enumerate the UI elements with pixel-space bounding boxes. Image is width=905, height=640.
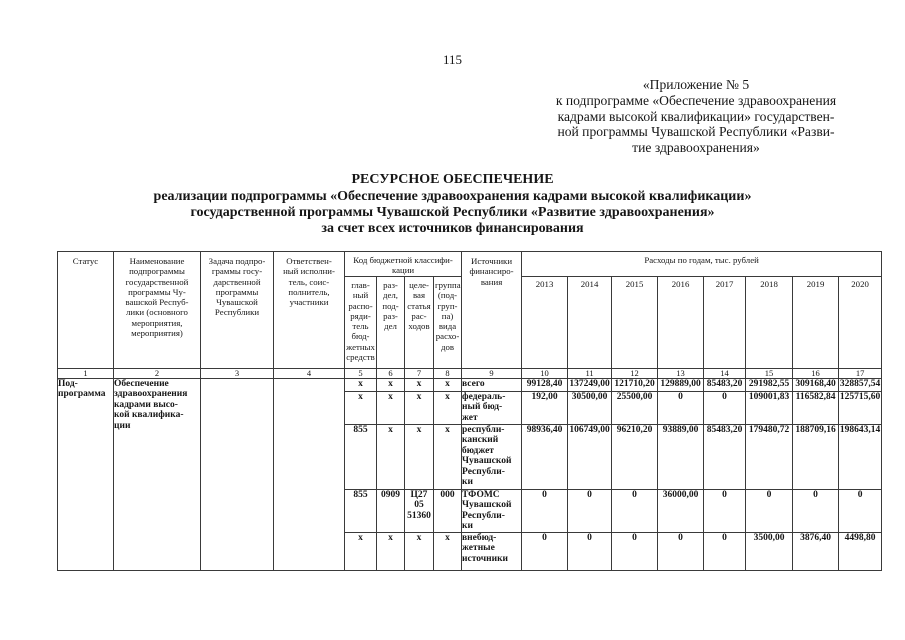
- header-responsible: Ответствен- ный исполни- тель, соис- полнитель, участники: [274, 252, 345, 369]
- page-number: 115: [442, 52, 463, 67]
- code-expense-group: х: [434, 425, 462, 490]
- task-cell: [201, 379, 274, 571]
- column-number: 6: [377, 369, 405, 379]
- expense-value: 0: [839, 490, 882, 533]
- document-title: [0, 171, 905, 237]
- expense-value: 192,00: [522, 392, 568, 425]
- header-task: Задача подпро- граммы госу- дарственной программы Чувашской Республики: [201, 252, 274, 369]
- header-year-2016: 2016: [658, 277, 704, 369]
- code-target-item: х: [405, 392, 434, 425]
- code-section: 0909: [377, 490, 405, 533]
- expense-value: 85483,20: [704, 379, 746, 392]
- code-expense-group: х: [434, 392, 462, 425]
- expense-value: 309168,40: [793, 379, 839, 392]
- title-heading: РЕСУРСНОЕ ОБЕСПЕЧЕНИЕ: [351, 172, 554, 187]
- expense-value: 116582,84: [793, 392, 839, 425]
- header-code-main-manager: глав- ный распо- ряди- тель бюд- жетных средств: [345, 277, 377, 369]
- resource-table: [57, 251, 882, 571]
- funding-source: федераль- ный бюд- жет: [462, 392, 522, 425]
- column-number: 1: [58, 369, 114, 379]
- expense-value: 0: [704, 392, 746, 425]
- column-number: 7: [405, 369, 434, 379]
- code-main-manager: х: [345, 392, 377, 425]
- expense-value: 0: [522, 490, 568, 533]
- code-target-item: х: [405, 533, 434, 571]
- code-expense-group: 000: [434, 490, 462, 533]
- expense-value: 188709,16: [793, 425, 839, 490]
- expense-value: 0: [746, 490, 793, 533]
- expense-value: 0: [658, 533, 704, 571]
- code-section: х: [377, 533, 405, 571]
- appendix-line: кадрами высокой квалификации» государствен-: [557, 108, 835, 124]
- expense-value: 0: [658, 392, 704, 425]
- column-number: 17: [839, 369, 882, 379]
- header-funding-source: Источники финансиро- вания: [462, 252, 522, 369]
- expense-value: 93889,00: [658, 425, 704, 490]
- funding-source: ТФОМС Чувашской Республи- ки: [462, 490, 522, 533]
- expense-value: 3876,40: [793, 533, 839, 571]
- code-main-manager: х: [345, 533, 377, 571]
- expense-value: 0: [704, 490, 746, 533]
- responsible-cell: [274, 379, 345, 571]
- appendix-line: ной программы Чувашской Республики «Разви-: [557, 124, 835, 140]
- expense-value: 0: [522, 533, 568, 571]
- expense-value: 106749,00: [568, 425, 612, 490]
- column-number: 9: [462, 369, 522, 379]
- status-cell: Под- программа: [58, 379, 114, 571]
- header-year-2020: 2020: [839, 277, 882, 369]
- expense-value: 129889,00: [658, 379, 704, 392]
- expense-value: 4498,80: [839, 533, 882, 571]
- header-year-2018: 2018: [746, 277, 793, 369]
- column-number: 10: [522, 369, 568, 379]
- column-number: 11: [568, 369, 612, 379]
- column-number: 2: [114, 369, 201, 379]
- column-number: 16: [793, 369, 839, 379]
- code-target-item: х: [405, 425, 434, 490]
- code-section: х: [377, 379, 405, 392]
- expense-value: 99128,40: [522, 379, 568, 392]
- code-main-manager: 855: [345, 490, 377, 533]
- header-budget-code: Код бюджетной классифи- кации: [345, 252, 462, 277]
- expense-value: 96210,20: [612, 425, 658, 490]
- code-main-manager: 855: [345, 425, 377, 490]
- header-status: Статус: [58, 252, 114, 369]
- expense-value: 36000,00: [658, 490, 704, 533]
- code-main-manager: х: [345, 379, 377, 392]
- expense-value: 0: [612, 533, 658, 571]
- header-code-section: раз- дел, под- раз- дел: [377, 277, 405, 369]
- code-expense-group: х: [434, 379, 462, 392]
- title-line: за счет всех источников финансирования: [321, 221, 584, 236]
- column-number: 15: [746, 369, 793, 379]
- code-target-item: Ц27 05 51360: [405, 490, 434, 533]
- expense-value: 0: [612, 490, 658, 533]
- code-target-item: х: [405, 379, 434, 392]
- expense-value: 30500,00: [568, 392, 612, 425]
- column-number: 12: [612, 369, 658, 379]
- expense-value: 25500,00: [612, 392, 658, 425]
- column-number: 14: [704, 369, 746, 379]
- header-year-2014: 2014: [568, 277, 612, 369]
- appendix-line: к подпрограмме «Обеспечение здравоохранения: [555, 92, 837, 108]
- column-number: 5: [345, 369, 377, 379]
- expense-value: 0: [793, 490, 839, 533]
- expense-value: 328857,54: [839, 379, 882, 392]
- code-section: х: [377, 392, 405, 425]
- expense-value: 109001,83: [746, 392, 793, 425]
- header-code-expense-group: группа (под- груп- па) вида расхо- дов: [434, 277, 462, 369]
- funding-source: внебюд- жетные источники: [462, 533, 522, 571]
- header-program-name: Наименование подпрограммы государственной программы Чу- вашской Респуб- лики (основного мероприятия, мероприятия): [114, 252, 201, 369]
- expense-value: 121710,20: [612, 379, 658, 392]
- header-code-target-item: целе- вая статья рас- ходов: [405, 277, 434, 369]
- expense-value: 85483,20: [704, 425, 746, 490]
- table-row: [58, 379, 882, 392]
- column-number: 13: [658, 369, 704, 379]
- expense-value: 137249,00: [568, 379, 612, 392]
- funding-source: всего: [462, 379, 522, 392]
- expense-value: 0: [704, 533, 746, 571]
- expense-value: 198643,14: [839, 425, 882, 490]
- expense-value: 125715,60: [839, 392, 882, 425]
- appendix-line: тие здравоохранения»: [632, 140, 760, 156]
- subprogram-name: Обеспечение здравоохранения кадрами высо- кой квалифика- ции: [114, 379, 201, 571]
- appendix-line: «Приложение № 5: [642, 77, 750, 92]
- header-year-2015: 2015: [612, 277, 658, 369]
- expense-value: 0: [568, 490, 612, 533]
- column-number: 8: [434, 369, 462, 379]
- expense-value: 98936,40: [522, 425, 568, 490]
- code-section: х: [377, 425, 405, 490]
- header-year-2017: 2017: [704, 277, 746, 369]
- header-expenses: Расходы по годам, тыс. рублей: [522, 252, 882, 277]
- header-year-2013: 2013: [522, 277, 568, 369]
- appendix-note: [545, 77, 847, 156]
- column-number-row: [58, 369, 882, 379]
- title-line: государственной программы Чувашской Республики «Развитие здравоохранения»: [190, 205, 715, 220]
- code-expense-group: х: [434, 533, 462, 571]
- expense-value: 0: [568, 533, 612, 571]
- column-number: 4: [274, 369, 345, 379]
- expense-value: 291982,55: [746, 379, 793, 392]
- title-line: реализации подпрограммы «Обеспечение здравоохранения кадрами высокой квалификации»: [153, 189, 752, 204]
- column-number: 3: [201, 369, 274, 379]
- expense-value: 3500,00: [746, 533, 793, 571]
- expense-value: 179480,72: [746, 425, 793, 490]
- funding-source: республи- канский бюджет Чувашской Республи- ки: [462, 425, 522, 490]
- header-year-2019: 2019: [793, 277, 839, 369]
